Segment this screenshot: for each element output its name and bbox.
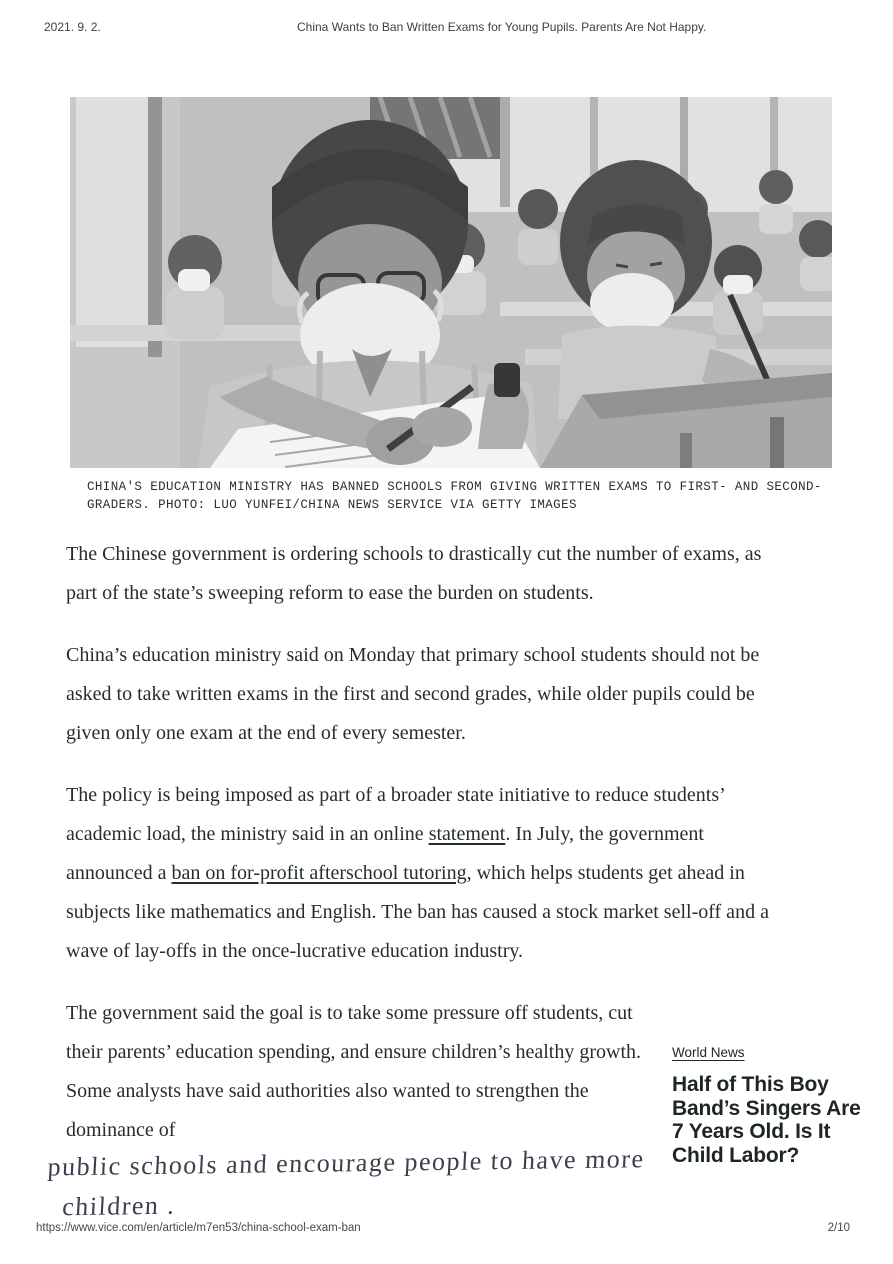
classroom-photo-illustration bbox=[70, 97, 832, 468]
related-story-headline[interactable]: Half of This Boy Band’s Singers Are 7 Years Old. Is It Child Labor? bbox=[672, 1073, 861, 1167]
article-photo bbox=[70, 97, 832, 468]
page-number: 2/10 bbox=[827, 1222, 850, 1234]
paragraph-text: The policy is being imposed as part of a broader state initiative to reduce students’ academic load, the ministry said in an online bbox=[66, 784, 725, 845]
world-news-link[interactable]: World News bbox=[672, 1045, 745, 1060]
article-paragraph-3 bbox=[66, 776, 790, 971]
handwritten-annotation bbox=[47, 1139, 688, 1228]
print-title: China Wants to Ban Written Exams for Young Pupils. Parents Are Not Happy. bbox=[297, 20, 707, 34]
paragraph-text: . In July, the government announced a bbox=[66, 823, 704, 884]
related-story-promo bbox=[672, 1044, 868, 1167]
handwritten-line-2: children . bbox=[61, 1190, 177, 1222]
print-date: 2021. 9. 2. bbox=[44, 20, 101, 34]
article-paragraph-4: The government said the goal is to take some pressure off students, cut their parents’ education spending, and ensure children’s healthy growth. Some analysts have said authorities also wanted to strengthen the dominance of bbox=[66, 1002, 642, 1141]
handwritten-line-1: public schools and encourage people to have more bbox=[46, 1144, 646, 1182]
article-paragraph-1: The Chinese government is ordering schools to drastically cut the number of exams, as part of the state’s sweeping reform to ease the burden on students. bbox=[66, 543, 762, 604]
source-url: https://www.vice.com/en/article/m7en53/china-school-exam-ban bbox=[36, 1222, 361, 1234]
photo-caption: CHINA'S EDUCATION MINISTRY HAS BANNED SCHOOLS FROM GIVING WRITTEN EXAMS TO FIRST- AND SECOND-GRADERS. PHOTO: LUO YUNFEI/CHINA NEWS SERVICE VIA GETTY IMAGES bbox=[87, 480, 822, 512]
tutoring-ban-link[interactable]: ban on for-profit afterschool tutoring bbox=[171, 862, 467, 884]
statement-link[interactable]: statement bbox=[428, 823, 506, 845]
paragraph-text: , which helps students get ahead in subjects like mathematics and English. The ban has caused a stock market sell-off and a wave of lay-offs in the once-lucrative education industry. bbox=[66, 862, 769, 962]
article-paragraph-2: China’s education ministry said on Monday that primary school students should not be asked to take written exams in the first and second grades, while older pupils could be given only one exam at the end of every semester. bbox=[66, 644, 760, 744]
